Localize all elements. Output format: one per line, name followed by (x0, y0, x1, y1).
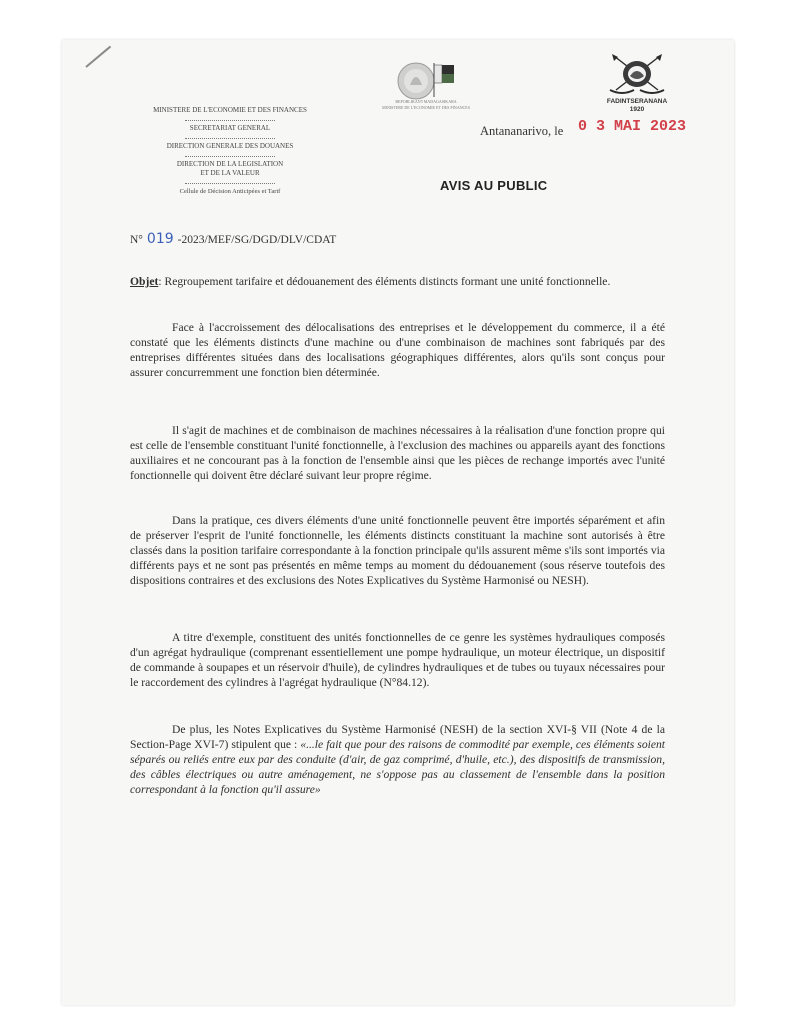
city-date-label: Antananarivo, le (480, 124, 564, 138)
divider (185, 151, 275, 157)
direction-legislation: DIRECTION DE LA LEGISLATION (176, 160, 284, 168)
reference-prefix: N° (130, 234, 143, 246)
seal-text: FADINTSERANANA (606, 98, 668, 105)
emblem-caption (378, 99, 474, 111)
reference-suffix: -2023/MEF/SG/DGD/DLV/CDAT (177, 234, 337, 246)
objet-label: Objet (130, 275, 159, 288)
paragraph-1: Face à l'accroissement des délocalisations des entreprises et le développement du commerce, il a été constaté que les éléments distincts d'une machine ou d'une combinaison de machines sont fabriqués par des entreprises différentes situées dans des localisations géographiques différentes, alors qu'ils sont conçus pour assurer concurremment une fonction bien déterminée. (130, 321, 665, 379)
objet-paragraph (130, 274, 665, 289)
divider (185, 133, 275, 139)
seal-year: 1920 (629, 106, 645, 113)
divider (185, 178, 275, 184)
ministry-name: MINISTERE DE L'ECONOMIE ET DES FINANCES (153, 106, 307, 114)
paragraph-3: Dans la pratique, ces divers éléments d'une unité fonctionnelle peuvent être importés séparément et afin de préserver l'esprit de l'unité fonctionnelle, les éléments distincts constituant la machine sont autorisés à être classés dans la position tarifaire correspondante à la fonction principale qu'ils assurent même s'ils sont importés via différents pays et ne sont pas présentés en même temps au moment du dédouanement (sous réserve toutefois des dispositions contraires et des exclusions des Notes Explicatives du Système Harmonisé ou NESH). (130, 514, 665, 587)
divider (185, 115, 275, 121)
secretariat-name: SECRETARIAT GENERAL (189, 124, 271, 132)
ministry-header (110, 106, 350, 196)
paragraph-5-quote: «...le fait que pour des raisons de commodité par exemple, ces éléments soient séparés ou reliés entre eux par des conduite (d'air, de gaz comprimé, d'huile, etc.), des dispositifs de transmission, des câbles électriques ou autre aménagement, ne s'oppose pas au classement de l'ensemble dans la position correspondant à la fonction qu'il assure» (130, 738, 665, 796)
paragraph-5 (130, 722, 665, 797)
paragraph-5-intro: De plus, les Notes Explicatives du Système Harmonisé (NESH) de la section XVI-§ VII (Note 4 de la Section-Page XVI-7) stipulent que : (130, 723, 665, 751)
emblem-caption-line-2: MINISTERE DE L'ECONOMIE ET DES FINANCES (382, 105, 470, 110)
seal-label (596, 98, 678, 114)
direction-douanes: DIRECTION GENERALE DES DOUANES (166, 142, 294, 150)
reference-handwritten-number: 019 (146, 231, 174, 247)
direction-legislation-2: ET DE LA VALEUR (200, 169, 260, 177)
reference-number (130, 231, 336, 247)
cellule-name: Cellule de Décision Anticipées et Tarif (179, 188, 281, 195)
document-title: AVIS AU PUBLIC (440, 178, 548, 193)
objet-text: : Regroupement tarifaire et dédouanement des éléments distincts formant une unité fonctionnelle. (158, 275, 611, 288)
date-stamp: 0 3 MAI 2023 (578, 118, 687, 135)
paragraph-2: Il s'agit de machines et de combinaison de machines nécessaires à la réalisation d'une fonction propre qui est celle de l'ensemble constituant l'unité fonctionnelle, à l'exclusion des machines ou appareils ayant des fonctions auxiliaires et ne concourant pas à la fonction de l'ensemble ainsi que les pièces de rechange importés avec l'unité fonctionnelle qui doivent être déclaré suivant leur propre régime. (130, 424, 665, 482)
paragraph-4: A titre d'exemple, constituent des unités fonctionnelles de ce genre les systèmes hydrauliques composés d'un agrégat hydraulique (comprenant essentiellement une pompe hydraulique, un moteur électrique, un dispositif de commande à soupapes et un réservoir d'huile), de cylindres hydrauliques et de tubes ou tuyaux nécessaires pour le raccordement des cylindres à l'agrégat hydraulique (N°84.12). (130, 631, 665, 689)
madagascar-emblem-icon (388, 55, 463, 105)
emblem-caption-line-1: REPOBLIKAN'I MADAGASIKARA (395, 99, 457, 104)
customs-seal-icon (606, 52, 668, 98)
